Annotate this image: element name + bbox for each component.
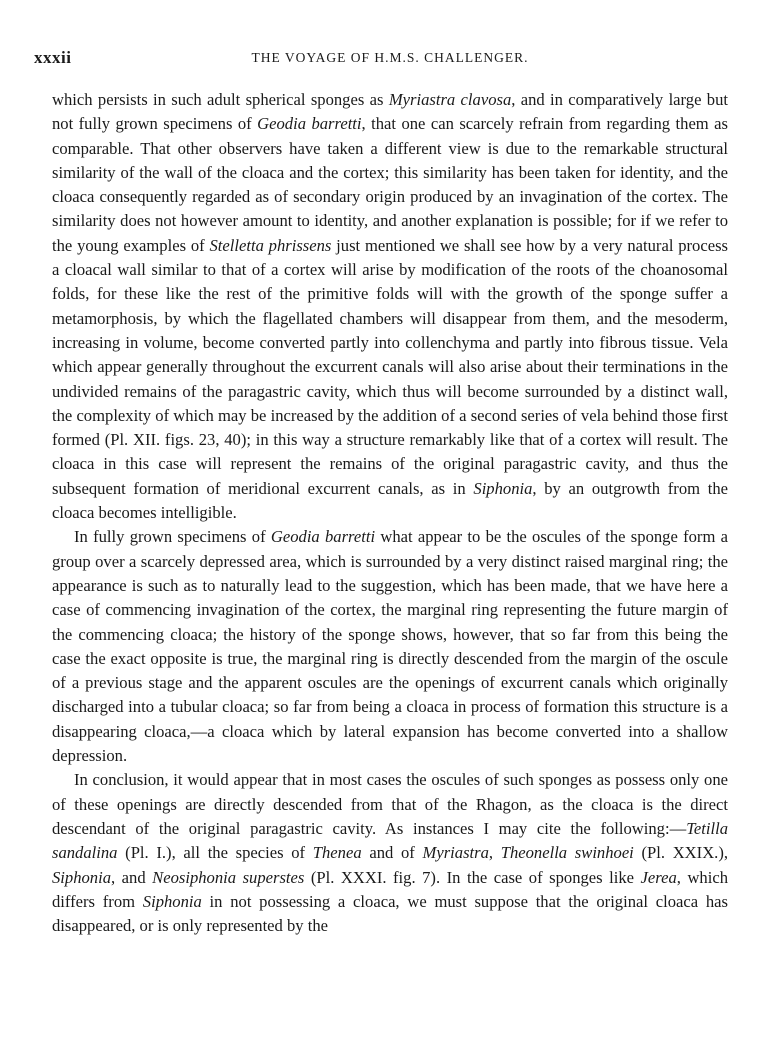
text-run: , (488, 843, 501, 863)
italic-text: Tetilla sandalina (52, 818, 728, 863)
paragraph (52, 525, 728, 768)
text-run: In fully grown specimens of (74, 527, 271, 547)
text-run: (Pl. I.), all the species of (117, 843, 313, 863)
paragraph (52, 768, 728, 938)
text-run: (Pl. XXXI. fig. 7). In the case of sponges like (304, 867, 641, 887)
text-run: which persists in such adult spherical sponges as (52, 90, 389, 109)
running-title: THE VOYAGE OF H.M.S. CHALLENGER. (251, 50, 529, 65)
text-run: , which differs from (52, 867, 728, 911)
body-text (52, 88, 728, 938)
italic-text: Neosiphonia superstes (152, 867, 305, 887)
text-run: and of (361, 843, 423, 863)
text-run: , by an outgrowth from the cloaca becomes intelligible. (52, 478, 728, 523)
italic-text: Siphonia (142, 891, 202, 911)
text-run: (Pl. XXIX.), (633, 843, 728, 863)
italic-text: Siphonia (473, 478, 533, 498)
italic-text: Jerea (640, 867, 677, 887)
text-run: , that one can scarcely refrain from regarding them as comparable. That other observers have taken a different view is due to the remarkable structural similarity of the wall of the cloaca and the cortex; this similarity has been taken for identity, and the cloaca consequently regarded as of secondary origin produced by an invagination of the cortex. The similarity does not however amount to identity, and another explanation is possible; for if we refer to the young examples of (52, 114, 728, 255)
italic-text: Thenea (312, 843, 362, 863)
document-page (34, 44, 729, 938)
paragraph (52, 88, 728, 525)
italic-text: Theonella swinhoei (500, 843, 634, 863)
italic-text: Stelletta phrissens (209, 235, 332, 255)
italic-text: Geodia barretti (257, 114, 362, 134)
italic-text: Geodia barretti (270, 527, 376, 547)
text-run: in not possessing a cloaca, we must suppose that the original cloaca has disappeared, or is only represented by the (52, 891, 728, 936)
running-head (34, 44, 728, 74)
text-run: , and in comparatively large but not fully grown specimens of (52, 90, 728, 134)
page-number: xxxii (34, 48, 72, 67)
italic-text: Siphonia (52, 867, 112, 887)
italic-text: Myriastra clavosa (388, 90, 512, 109)
italic-text: Myriastra (422, 843, 489, 863)
text-run: what appear to be the oscules of the sponge form a group over a scarcely depressed area, which is surrounded by a very distinct raised marginal ring; the appearance is such as to naturally lead to the suggestion, which has been made, that we have here a case of commencing invagination of the cortex, the marginal ring representing the future margin of the commencing cloaca; the history of the sponge shows, however, that so far from this being the case the exact opposite is true, the marginal ring is directly descended from the margin of the oscule of a previous stage and the apparent oscules are the openings of excurrent canals which originally discharged into a tubular cloaca; so far from being a cloaca in process of formation this structure is a disappearing cloaca,—a cloaca which by lateral expansion has become converted into a shallow depression. (52, 527, 728, 766)
text-run: In conclusion, it would appear that in most cases the oscules of such sponges as possess only one of these openings are directly descended from that of the Rhagon, as the cloaca is the direct descendant of the original paragastric cavity. As instances I may cite the following:— (52, 770, 728, 838)
text-run: just mentioned we shall see how by a very natural process a cloacal wall similar to that of a cortex will arise by modification of the roots of the choanosomal folds, for these like the rest of the primitive folds will with the growth of the sponge suffer a metamorphosis, by which the flagellated chambers will disappear from them, and the mesoderm, increasing in volume, become converted partly into collenchyma and partly into fibrous tissue. Vela which appear generally throughout the excurrent canals will also arise about their terminations in the undivided remains of the paragastric cavity, which thus will become surrounded by a distinct wall, the complexity of which may be increased by the addition of a second series of vela behind those first formed (Pl. XII. figs. 23, 40); in this way a structure remarkably like that of a cortex will result. The cloaca in this case will represent the remains of the original paragastric cavity, and thus the subsequent formation of meridional excurrent canals, as in (52, 235, 729, 498)
text-run: , and (111, 867, 153, 887)
